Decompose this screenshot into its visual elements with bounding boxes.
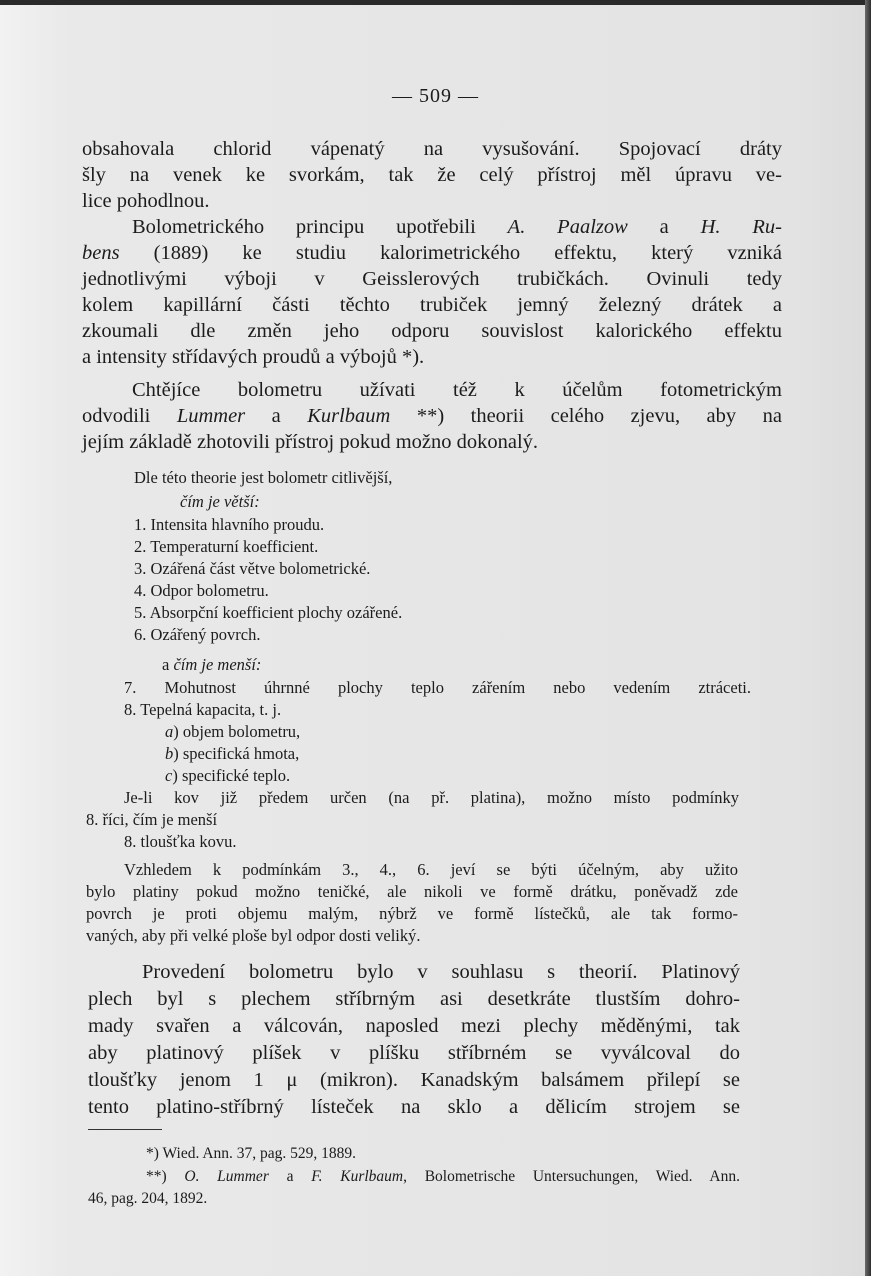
list-item: 8. Tepelná kapacita, t. j. bbox=[124, 700, 282, 719]
conclusion-line: Vzhledem k podmínkám 3., 4., 6. jeví se býti účelným, aby užito bbox=[124, 860, 738, 879]
footnote-2: **) O. Lummer a F. Kurlbaum, Bolometrische Untersuchungen, Wied. Ann. bbox=[146, 1168, 740, 1185]
list-item: 8. tloušťka kovu. bbox=[124, 832, 237, 851]
footnote-1: *) Wied. Ann. 37, pag. 529, 1889. bbox=[146, 1145, 357, 1162]
sub-item: b) specifická hmota, bbox=[165, 744, 300, 763]
paragraph-2-line: Bolometrického principu upotřebili A. Paalzow a H. Ru- bbox=[132, 216, 782, 238]
author-name: Lummer bbox=[176, 405, 246, 427]
paragraph-4-line: mady svařen a válcován, naposled mezi plechy měděnými, tak bbox=[88, 1015, 740, 1037]
author-name: O. Lummer bbox=[184, 1168, 269, 1185]
sub-item: c) specifické teplo. bbox=[165, 766, 291, 785]
conclusion-line: povrch je proti objemu malým, nýbrž ve formě lístečků, ale tak formo- bbox=[86, 904, 738, 923]
conclusion-line: bylo platiny pokud možno teničké, ale nikoli ve formě drátku, poněvadž zde bbox=[86, 882, 738, 901]
paragraph-4-line: Provedení bolometru bylo v souhlasu s theorií. Platinový bbox=[142, 961, 740, 983]
list-item: 7. Mohutnost úhrnné plochy teplo zářením nebo vedením ztráceti. bbox=[124, 678, 751, 697]
list-item: 5. Absorpční koefficient plochy ozářené. bbox=[134, 603, 403, 622]
conclusion-line: vaných, aby při velké ploše byl odpor dosti veliký. bbox=[86, 926, 421, 945]
list-item: 3. Ozářená část větve bolometrické. bbox=[134, 559, 371, 578]
footnote-divider bbox=[88, 1129, 162, 1130]
paragraph-1-line: obsahovala chlorid vápenatý na vysušování. Spojovací dráty bbox=[82, 138, 782, 160]
paragraph-2-line: zkoumali dle změn jeho odporu souvislost kalorického effektu bbox=[82, 320, 782, 342]
author-name: A. Paalzow bbox=[507, 216, 628, 238]
page-number: — 509 — bbox=[392, 85, 479, 107]
page-edge-shadow bbox=[865, 0, 871, 1276]
list-item: 6. Ozářený povrch. bbox=[134, 625, 261, 644]
theory-intro: Dle této theorie jest bolometr citlivější, bbox=[134, 468, 393, 487]
author-name: F. Kurlbaum bbox=[311, 1168, 404, 1185]
sub-item: a) objem bolometru, bbox=[165, 722, 301, 741]
paragraph-1-line: šly na venek ke svorkám, tak že celý přístroj měl úpravu ve- bbox=[82, 164, 782, 186]
lesser-heading: a čím je menší: bbox=[162, 655, 262, 674]
author-name: Kurlbaum bbox=[307, 405, 391, 427]
author-name: H. Ru- bbox=[700, 216, 782, 238]
greater-heading: čím je větší: bbox=[180, 492, 260, 511]
note-line: 8. říci, čím je menší bbox=[86, 810, 218, 829]
paragraph-2-line: a intensity střídavých proudů a výbojů *). bbox=[82, 346, 425, 368]
paragraph-3-line: jejím základě zhotovili přístroj pokud možno dokonalý. bbox=[82, 431, 539, 453]
list-item: 1. Intensita hlavního proudu. bbox=[134, 515, 325, 534]
list-item: 4. Odpor bolometru. bbox=[134, 581, 269, 600]
paragraph-4-line: aby platinový plíšek v plíšku stříbrném se vyválcoval do bbox=[88, 1042, 740, 1064]
author-name: bens bbox=[82, 242, 120, 264]
footnote-2-continuation: 46, pag. 204, 1892. bbox=[88, 1190, 208, 1207]
paragraph-1-line: lice pohodlnou. bbox=[82, 190, 210, 212]
paragraph-3-line: odvodili Lummer a Kurlbaum **) theorii celého zjevu, aby na bbox=[82, 405, 782, 427]
paragraph-4-line: tento platino-stříbrný lísteček na sklo a dělicím strojem se bbox=[88, 1096, 740, 1118]
paragraph-2-line: bens (1889) ke studiu kalorimetrického effektu, který vzniká bbox=[82, 242, 782, 264]
paragraph-2-line: jednotlivými výboji v Geisslerových trubičkách. Ovinuli tedy bbox=[82, 268, 782, 290]
paragraph-3-line: Chtějíce bolometru užívati též k účelům fotometrickým bbox=[132, 379, 782, 401]
list-item: 2. Temperaturní koefficient. bbox=[134, 537, 319, 556]
note-line: Je-li kov již předem určen (na př. platina), možno místo podmínky bbox=[124, 788, 739, 807]
paragraph-4-line: tloušťky jenom 1 μ (mikron). Kanadským balsámem přilepí se bbox=[88, 1069, 740, 1091]
paragraph-4-line: plech byl s plechem stříbrným asi desetkráte tlustším dohro- bbox=[88, 988, 740, 1010]
paragraph-2-line: kolem kapillární části těchto trubiček jemný železný drátek a bbox=[82, 294, 782, 316]
